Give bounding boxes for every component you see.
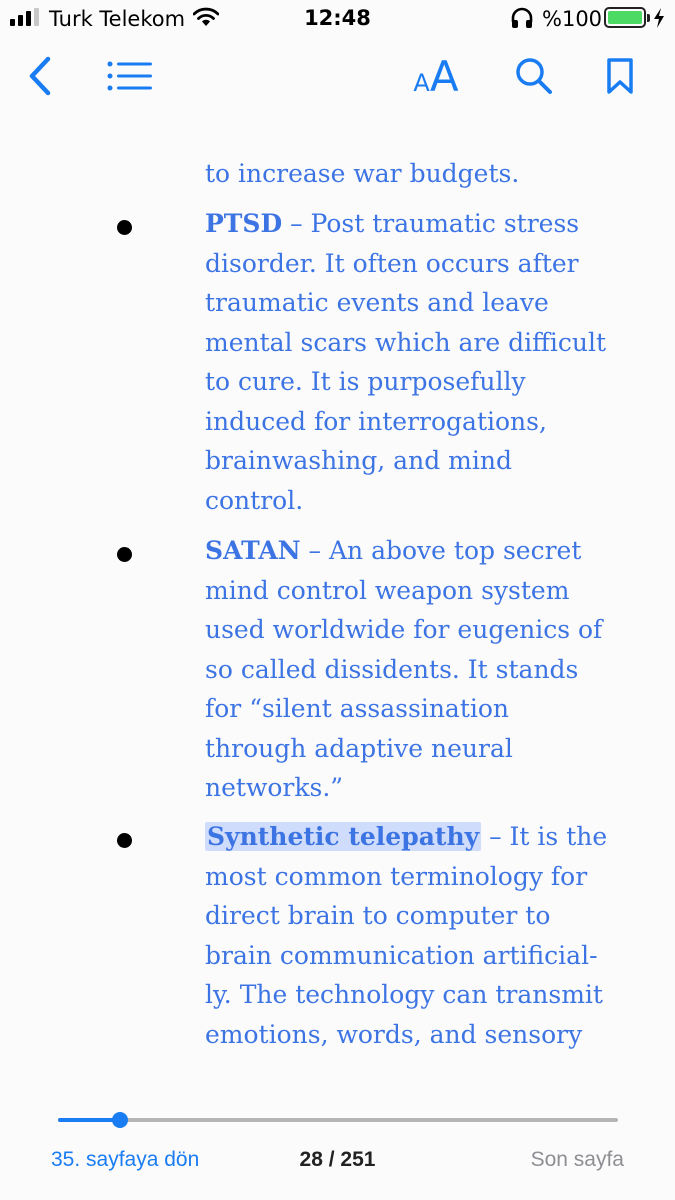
entry-paragraph[interactable] bbox=[205, 531, 617, 808]
continued-text: to increase war budgets. bbox=[205, 159, 520, 188]
battery-percentage: %100 bbox=[542, 7, 603, 31]
entry-paragraph[interactable] bbox=[205, 817, 617, 1050]
page-indicator: 28 / 251 bbox=[299, 1148, 376, 1171]
entry-definition: – Post traumatic stress disorder. It often occurs after traumatic events and leave mental scars which are difficult to cure. It is purposefully induced for interrogations, brainwashing, and mind control. bbox=[205, 209, 607, 515]
battery-cap bbox=[647, 14, 650, 22]
search-button[interactable] bbox=[510, 40, 558, 112]
entry-term: PTSD bbox=[205, 209, 283, 238]
status-bar bbox=[0, 0, 675, 38]
back-to-page-link[interactable]: 35. sayfaya dön bbox=[51, 1148, 200, 1171]
font-small-glyph: A bbox=[413, 68, 430, 97]
progress-thumb[interactable] bbox=[112, 1112, 128, 1128]
clock: 12:48 bbox=[304, 6, 371, 30]
carrier-name: Turk Telekom bbox=[49, 7, 186, 31]
entry-definition: – An above top secret mind control weapon system used worldwide for eugenics of so called dissidents. It stands for “silent assassination through adaptive neural networks.” bbox=[205, 536, 603, 802]
last-page-link[interactable]: Son sayfa bbox=[530, 1148, 624, 1171]
chevron-left-icon bbox=[28, 56, 52, 96]
page-progress-slider[interactable] bbox=[58, 1118, 618, 1122]
bullet bbox=[117, 547, 132, 562]
book-page[interactable] bbox=[0, 150, 675, 1050]
table-of-contents-button[interactable] bbox=[104, 40, 156, 112]
entry-term: SATAN bbox=[205, 536, 301, 565]
entry-definition: – It is the most common terminology for direct brain to computer to brain communication artificial-ly. The technology can transmit emotions, words, and sensory bbox=[205, 822, 608, 1049]
bookmark-button[interactable] bbox=[600, 40, 640, 112]
bookmark-icon bbox=[606, 57, 634, 95]
battery-level bbox=[608, 11, 642, 24]
bullet bbox=[117, 220, 132, 235]
font-size-icon bbox=[413, 52, 458, 101]
reader-footer bbox=[0, 1090, 675, 1200]
progress-fill bbox=[58, 1118, 120, 1122]
font-big-glyph: A bbox=[429, 51, 459, 101]
charging-bolt-icon bbox=[653, 7, 665, 34]
battery-icon bbox=[604, 7, 646, 28]
highlighted-term[interactable]: Synthetic telepathy bbox=[207, 822, 480, 851]
reader-toolbar bbox=[0, 40, 675, 112]
back-button[interactable] bbox=[18, 40, 62, 112]
bullet bbox=[117, 833, 132, 848]
search-icon bbox=[515, 57, 553, 95]
entry-paragraph[interactable] bbox=[205, 204, 617, 520]
headphones-icon bbox=[510, 7, 534, 34]
font-size-button[interactable] bbox=[404, 40, 468, 112]
list-icon bbox=[107, 61, 153, 91]
